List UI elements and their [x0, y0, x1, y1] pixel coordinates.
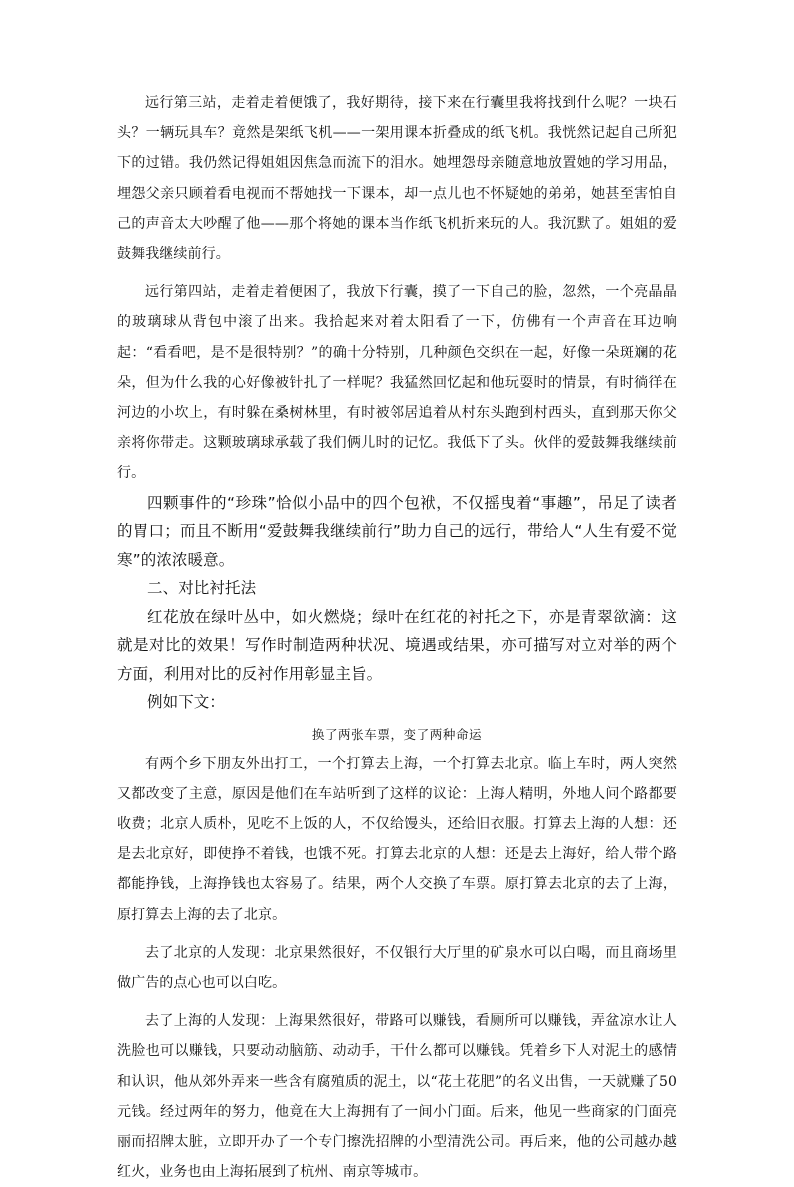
article-paragraph-2: 去了北京的人发现：北京果然很好，不仅银行大厅里的矿泉水可以白喝，而且商场里做广告的点心也可以白吃。 [117, 944, 677, 992]
section-heading: 二、对比衬托法 [147, 579, 257, 598]
paragraph-stop-three: 远行第三站，走着走着便饿了，我好期待，接下来在行囊里我将找到什么呢？一块石头？一辆玩具车？竟然是架纸飞机——一架用课本折叠成的纸飞机。我恍然记起自己所犯下的过错。我仍然记得姐姐因焦急而流下的泪水。她埋怨母亲随意地放置她的学习用品，埋怨父亲只顾着看电视而不帮她找一下课本，却一点儿也不怀疑她的弟弟，她甚至害怕自己的声音太大吵醒了他——那个将她的课本当作纸飞机折来玩的人。我沉默了。姐姐的爱鼓舞我继续前行。 [117, 95, 677, 263]
paragraph-example-intro: 例如下文： [147, 693, 226, 712]
document-body [117, 88, 677, 1187]
article-paragraph-1: 有两个乡下朋友外出打工，一个打算去上海，一个打算去北京。临上车时，两人突然又都改变了主意，原因是他们在车站听到了这样的议论：上海人精明，外地人问个路都要收费；北京人质朴，见吃不上饭的人，不仅给馒头，还给旧衣服。打算去上海的人想：还是去北京好，即使挣不着钱，也饿不死。打算去北京的人想：还是去上海好，给人带个路都能挣钱，上海挣钱也太容易了。结果，两个人交换了车票。原打算去北京的去了上海，原打算去上海的去了北京。 [117, 755, 677, 923]
article-title: 换了两张车票，变了两种命运 [311, 726, 483, 742]
article-paragraph-3: 去了上海的人发现：上海果然很好，带路可以赚钱，看厕所可以赚钱，弄盆凉水让人洗脸也可以赚钱，只要动动脑筋、动动手，干什么都可以赚钱。凭着乡下人对泥土的感情和认识，他从郊外弄来一些含有腐殖质的泥土，以“花土花肥”的名义出售，一天就赚了50元钱。经过两年的努力，他竟在大上海拥有了一间小门面。后来，他见一些商家的门面亮丽而招牌太脏，立即开办了一个专门擦洗招牌的小型清洗公司。再后来，他的公司越办越红火，业务也由上海拓展到了杭州、南京等城市。 [117, 1013, 677, 1181]
paragraph-commentary: 四颗事件的“珍珠”恰似小品中的四个包袱，不仅摇曳着“事趣”，吊足了读者的胃口；而且不断用“爱鼓舞我继续前行”助力自己的远行，带给人“人生有爱不觉寒”的浓浓暖意。 [117, 493, 677, 569]
paragraph-stop-four: 远行第四站，走着走着便困了，我放下行囊，摸了一下自己的脸，忽然，一个亮晶晶的玻璃球从背包中滚了出来。我拾起来对着太阳看了一下，仿佛有一个声音在耳边响起：“看看吧，是不是很特别？”的确十分特别，几种颜色交织在一起，好像一朵斑斓的花朵，但为什么我的心好像被针扎了一样呢？我猛然回忆起和他玩耍时的情景，有时徜徉在河边的小坎上，有时躲在桑树林里，有时被邻居追着从村东头跑到村西头，直到那天你父亲将你带走。这颗玻璃球承载了我们俩儿时的记忆。我低下了头。伙伴的爱鼓舞我继续前行。 [117, 284, 677, 482]
paragraph-contrast-method: 红花放在绿叶丛中，如火燃烧；绿叶在红花的衬托之下，亦是青翠欲滴：这就是对比的效果！写作时制造两种状况、境遇或结果，亦可描写对立对举的两个方面，利用对比的反衬作用彰显主旨。 [117, 607, 677, 683]
